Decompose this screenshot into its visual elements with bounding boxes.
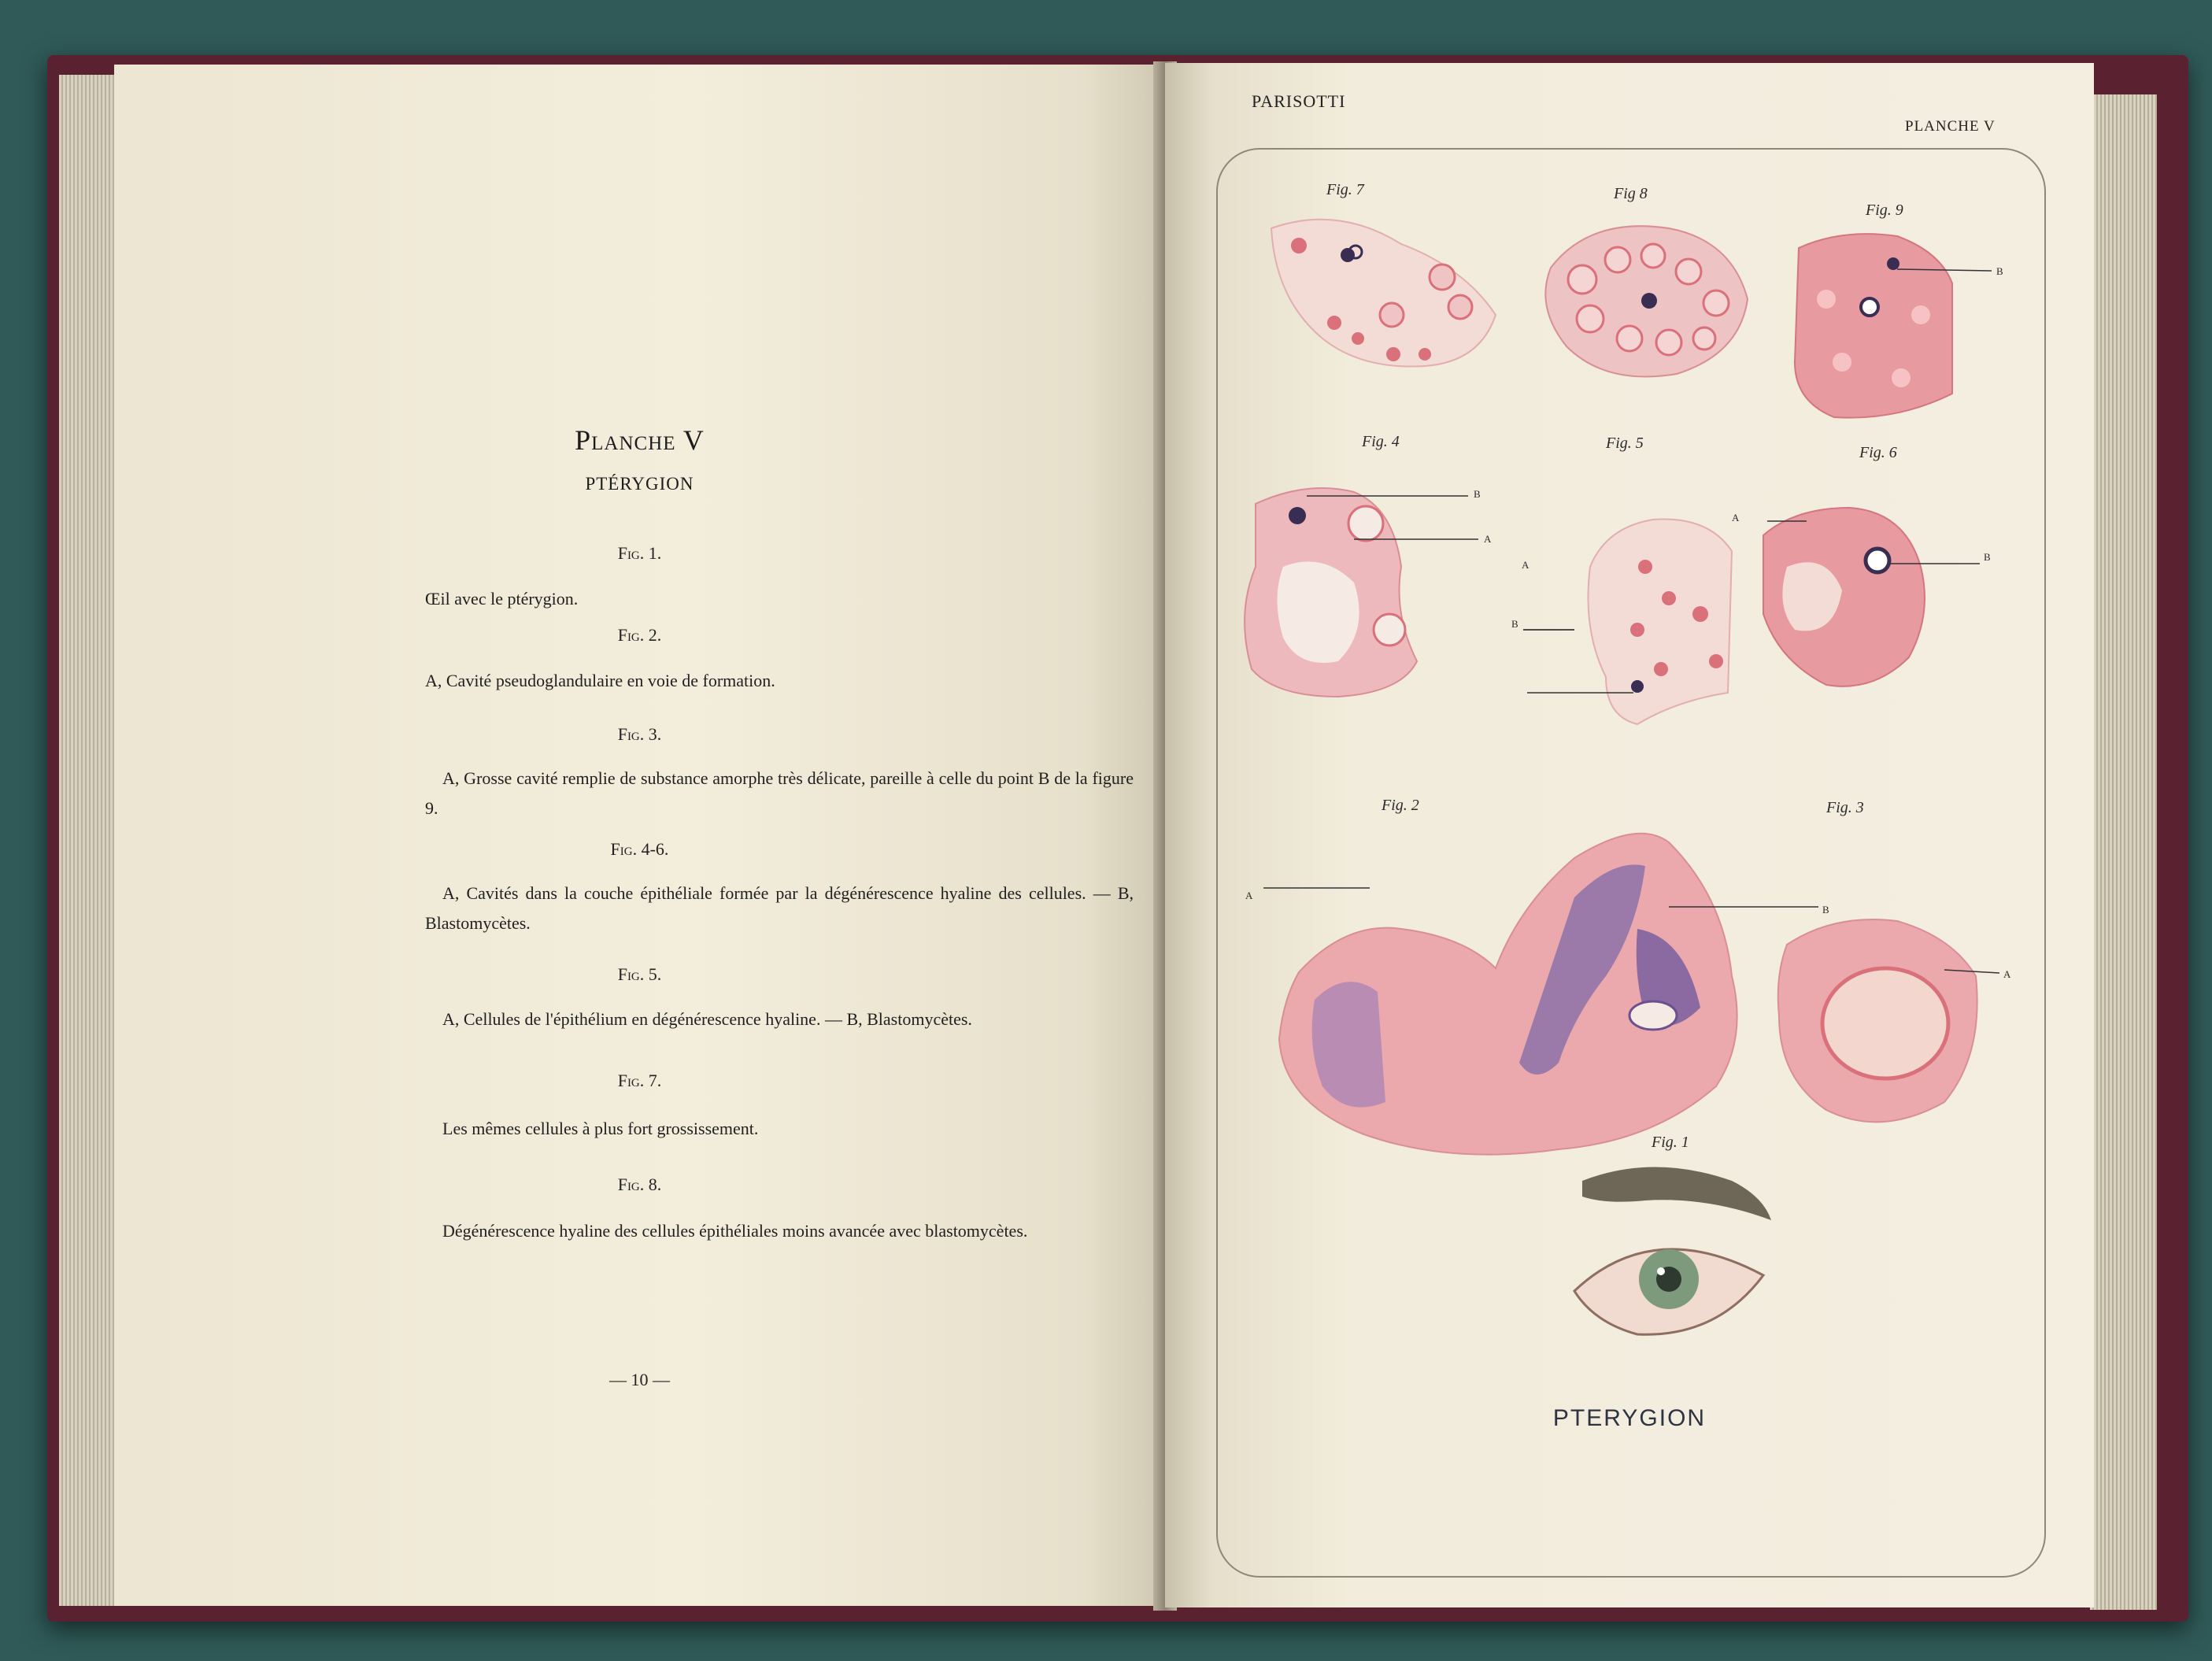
planche-subtitle: PTÉRYGION bbox=[585, 474, 694, 494]
running-head-plate: PLANCHE V bbox=[1905, 118, 1996, 135]
fig-label: Fig. 5 bbox=[1606, 435, 1644, 452]
fig-label: Fig. 6 bbox=[1859, 444, 1897, 461]
fig-7-tissue bbox=[1271, 220, 1496, 367]
callout-letter: B bbox=[1474, 488, 1481, 500]
callout-letter: A bbox=[2003, 968, 2011, 980]
fig-8-tissue bbox=[1545, 226, 1748, 376]
fig-6-tissue bbox=[1763, 508, 1980, 686]
callout-letter: A bbox=[1522, 559, 1530, 571]
fig-label: Fig 8 bbox=[1614, 185, 1648, 202]
callout-letter: A bbox=[1245, 890, 1253, 901]
fig-label: Fig. 9 bbox=[1866, 202, 1903, 219]
fig-4-tissue bbox=[1245, 488, 1478, 697]
fig-3-tissue bbox=[1778, 919, 1999, 1122]
fig-2-tissue bbox=[1263, 834, 1818, 1155]
fig-label: Fig. 3 bbox=[1826, 799, 1864, 816]
fig-description: Les mêmes cellules à plus fort grossissement. bbox=[442, 1119, 759, 1138]
fig-heading: Fig. 8. bbox=[617, 1175, 662, 1194]
fig-heading: Fig. 3. bbox=[617, 724, 662, 744]
right-page bbox=[1165, 63, 2094, 1607]
callout-letter: A bbox=[1484, 533, 1492, 545]
fig-heading: Fig. 2. bbox=[617, 625, 662, 645]
planche-title: Planche V bbox=[575, 424, 705, 456]
callout-letter: B bbox=[1996, 265, 2003, 277]
fig-5-tissue bbox=[1523, 520, 1732, 725]
fig-description: A, Cellules de l'épithélium en dégénérescence hyaline. — B, Blastomycètes. bbox=[442, 1009, 972, 1029]
fig-heading: Fig. 5. bbox=[617, 964, 662, 984]
fig-heading: Fig. 4-6. bbox=[610, 839, 669, 859]
fig-description: Œil avec le ptérygion. bbox=[425, 589, 579, 609]
fig-9-tissue bbox=[1795, 234, 1992, 417]
fig-heading: Fig. 7. bbox=[617, 1071, 662, 1090]
callout-letter: B bbox=[1511, 618, 1518, 630]
fig-label: Fig. 7 bbox=[1326, 181, 1364, 198]
page-edges-right bbox=[2090, 94, 2157, 1610]
fig-label: Fig. 2 bbox=[1382, 797, 1419, 814]
plate-illustrations bbox=[1165, 63, 2094, 1607]
callout-letter: B bbox=[1822, 904, 1829, 916]
fig-label: Fig. 4 bbox=[1362, 433, 1400, 450]
fig-label: Fig. 1 bbox=[1652, 1134, 1689, 1151]
plate-title: PTERYGION bbox=[1552, 1405, 1707, 1431]
fig-description: A, Cavités dans la couche épithéliale formée par la dégénérescence hyaline des cellules. — B, Blastomycètes. bbox=[425, 883, 1134, 933]
fig-description: Dégénérescence hyaline des cellules épithéliales moins avancée avec blastomycètes. bbox=[442, 1221, 1028, 1241]
fig-heading: Fig. 1. bbox=[617, 543, 662, 563]
fig-description: A, Grosse cavité remplie de substance amorphe très délicate, pareille à celle du point B de la figure 9. bbox=[425, 768, 1134, 818]
page-edges-left bbox=[59, 75, 114, 1606]
fig-description: A, Cavité pseudoglandulaire en voie de formation. bbox=[425, 671, 775, 690]
left-page bbox=[114, 65, 1165, 1606]
page-number: — 10 — bbox=[609, 1370, 670, 1389]
callout-letter: B bbox=[1984, 551, 1991, 563]
running-head-author: PARISOTTI bbox=[1252, 91, 1346, 111]
fig-1-eye bbox=[1574, 1167, 1771, 1335]
callout-letter: A bbox=[1732, 512, 1740, 523]
